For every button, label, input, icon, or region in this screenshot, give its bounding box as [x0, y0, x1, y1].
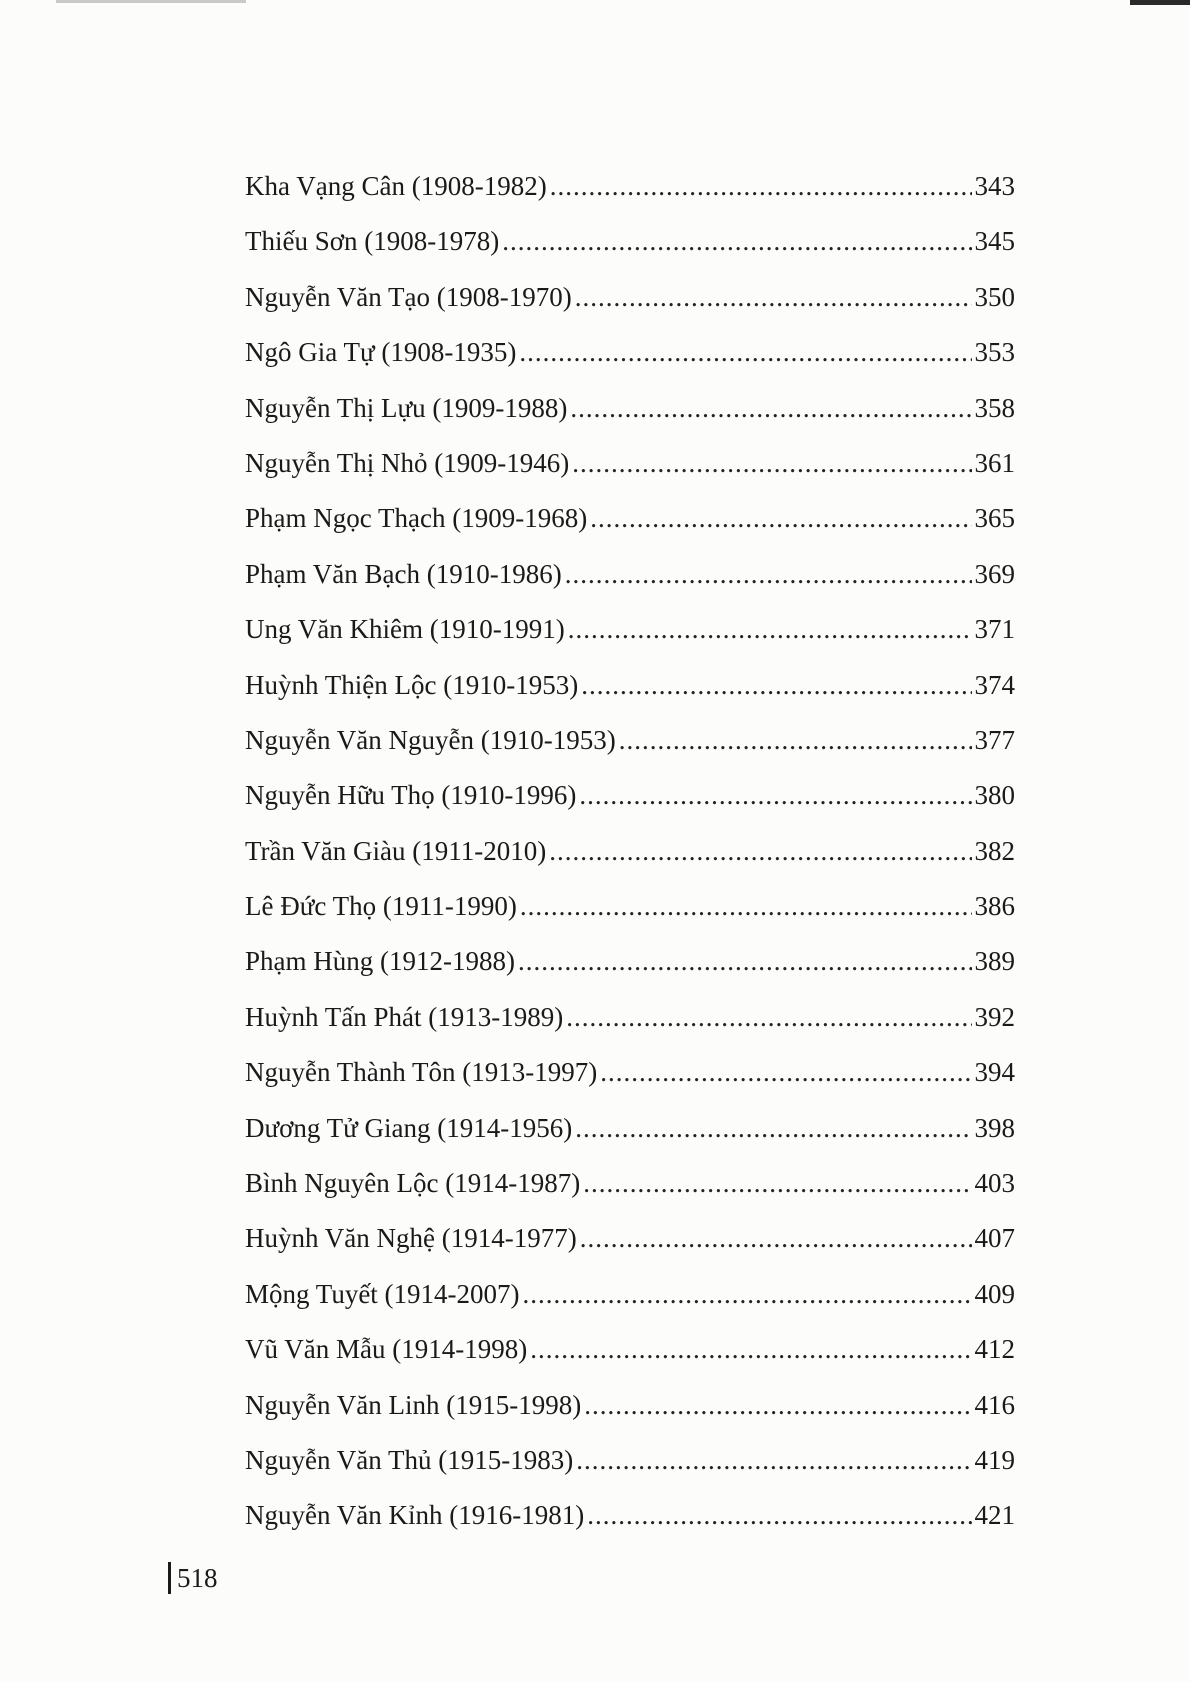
toc-entry — [245, 888, 1015, 943]
dot-leader — [580, 1220, 972, 1256]
toc-entry — [245, 445, 1015, 500]
toc-entry-title: Lê Đức Thọ (1911-1990) — [245, 891, 517, 922]
dot-leader — [575, 279, 972, 315]
toc-entry-title: Huỳnh Văn Nghệ (1914-1977) — [245, 1223, 577, 1254]
toc-entry-title: Nguyễn Thị Nhỏ (1909-1946) — [245, 447, 570, 478]
dot-leader — [576, 1442, 971, 1478]
dot-leader — [584, 1387, 971, 1423]
top-rule — [56, 0, 246, 3]
dot-leader — [572, 445, 971, 481]
toc-entry-page: 412 — [974, 1334, 1015, 1365]
dot-leader — [570, 390, 971, 426]
toc-entry — [245, 667, 1015, 722]
toc-entry-page: 403 — [974, 1168, 1015, 1199]
toc-entry — [245, 1387, 1015, 1442]
dot-leader — [579, 777, 971, 813]
toc-entry — [245, 1497, 1015, 1552]
toc-entry-page: 350 — [974, 281, 1015, 312]
toc-entry-title: Nguyễn Văn Nguyễn (1910-1953) — [245, 724, 616, 755]
toc-entry-page: 369 — [974, 558, 1015, 589]
toc-entry-page: 394 — [974, 1057, 1015, 1088]
toc-entry-title: Nguyễn Văn Thủ (1915-1983) — [245, 1444, 574, 1475]
toc-entry — [245, 556, 1015, 611]
toc-entry — [245, 1054, 1015, 1109]
toc-entry — [245, 223, 1015, 278]
page-footer — [168, 1562, 218, 1594]
toc-entry-page: 365 — [974, 503, 1015, 534]
toc-entry-title: Trần Văn Giàu (1911-2010) — [245, 835, 547, 866]
toc-entry-page: 374 — [974, 669, 1015, 700]
toc-entry — [245, 1442, 1015, 1497]
toc-entry — [245, 777, 1015, 832]
toc-entry-page: 371 — [974, 614, 1015, 645]
toc-entry — [245, 334, 1015, 389]
toc-entry-title: Dương Tử Giang (1914-1956) — [245, 1112, 573, 1143]
dot-leader — [550, 168, 972, 204]
toc-entry-title: Huỳnh Thiện Lộc (1910-1953) — [245, 669, 579, 700]
toc-entry — [245, 1110, 1015, 1165]
toc-entry-page: 358 — [974, 392, 1015, 423]
toc-entry-page: 386 — [974, 891, 1015, 922]
toc-entry — [245, 1220, 1015, 1275]
toc-entry — [245, 999, 1015, 1054]
toc-entry-page: 416 — [974, 1389, 1015, 1420]
dot-leader — [520, 888, 972, 924]
toc-entry-title: Nguyễn Thành Tôn (1913-1997) — [245, 1057, 598, 1088]
toc-entry-page: 392 — [974, 1001, 1015, 1032]
toc-entry — [245, 1165, 1015, 1220]
dot-leader — [518, 943, 972, 979]
dot-leader — [568, 611, 972, 647]
toc-entry-title: Nguyễn Văn Kỉnh (1916-1981) — [245, 1500, 585, 1531]
dot-leader — [519, 334, 971, 370]
toc-entry-title: Thiếu Sơn (1908-1978) — [245, 226, 500, 257]
toc-entry-title: Phạm Văn Bạch (1910-1986) — [245, 558, 562, 589]
toc-entry-page: 343 — [974, 171, 1015, 201]
dot-leader — [581, 667, 971, 703]
toc-entry-page: 361 — [974, 447, 1015, 478]
toc-entry-title: Kha Vạng Cân (1908-1982) — [245, 171, 547, 201]
toc-entry-page: 389 — [974, 946, 1015, 977]
toc-entry-title: Nguyễn Văn Tạo (1908-1970) — [245, 281, 572, 312]
toc-entry-title: Mộng Tuyết (1914-2007) — [245, 1278, 520, 1309]
toc-entry-page: 398 — [974, 1112, 1015, 1143]
toc-entry-page: 345 — [974, 226, 1015, 257]
dot-leader — [566, 999, 971, 1035]
toc-entry — [245, 1331, 1015, 1386]
toc-entry-title: Nguyễn Văn Linh (1915-1998) — [245, 1389, 582, 1420]
dot-leader — [590, 500, 971, 536]
top-right-mark — [1130, 0, 1190, 5]
toc-entry — [245, 611, 1015, 666]
toc-entry-title: Nguyễn Thị Lựu (1909-1988) — [245, 392, 568, 423]
dot-leader — [600, 1054, 971, 1090]
toc-entry-page: 353 — [974, 337, 1015, 368]
toc-entry-page: 419 — [974, 1444, 1015, 1475]
dot-leader — [549, 833, 971, 869]
toc-entry — [245, 279, 1015, 334]
dot-leader — [530, 1331, 971, 1367]
dot-leader — [583, 1165, 971, 1201]
toc-entry-page: 421 — [974, 1500, 1015, 1531]
dot-leader — [523, 1276, 972, 1312]
dot-leader — [587, 1497, 971, 1533]
toc-entry — [245, 833, 1015, 888]
footer-rule — [168, 1562, 171, 1594]
toc-entry-page: 409 — [974, 1278, 1015, 1309]
toc-entry-title: Nguyễn Hữu Thọ (1910-1996) — [245, 780, 577, 811]
dot-leader — [502, 223, 971, 259]
toc-entry-title: Ung Văn Khiêm (1910-1991) — [245, 614, 565, 645]
dot-leader — [619, 722, 972, 758]
toc-entry-page: 382 — [974, 835, 1015, 866]
toc-entry — [245, 722, 1015, 777]
dot-leader — [575, 1110, 971, 1146]
toc-entry-title: Phạm Ngọc Thạch (1909-1968) — [245, 503, 588, 534]
toc-entry — [245, 943, 1015, 998]
toc-entry-title: Huỳnh Tấn Phát (1913-1989) — [245, 1001, 564, 1032]
toc-entry — [245, 1276, 1015, 1331]
toc-entry-page: 380 — [974, 780, 1015, 811]
toc-entry-title: Vũ Văn Mẫu (1914-1998) — [245, 1334, 528, 1365]
dot-leader — [565, 556, 972, 592]
toc-entry-page: 377 — [974, 724, 1015, 755]
toc-entry — [245, 168, 1015, 223]
page-number: 518 — [177, 1562, 218, 1593]
toc-entry-title: Bình Nguyên Lộc (1914-1987) — [245, 1168, 581, 1199]
toc-entry-title: Phạm Hùng (1912-1988) — [245, 946, 515, 977]
toc-entry-title: Ngô Gia Tự (1908-1935) — [245, 337, 517, 368]
toc-entry — [245, 390, 1015, 445]
toc-entry — [245, 500, 1015, 555]
table-of-contents — [245, 168, 1015, 1553]
toc-entry-page: 407 — [974, 1223, 1015, 1254]
